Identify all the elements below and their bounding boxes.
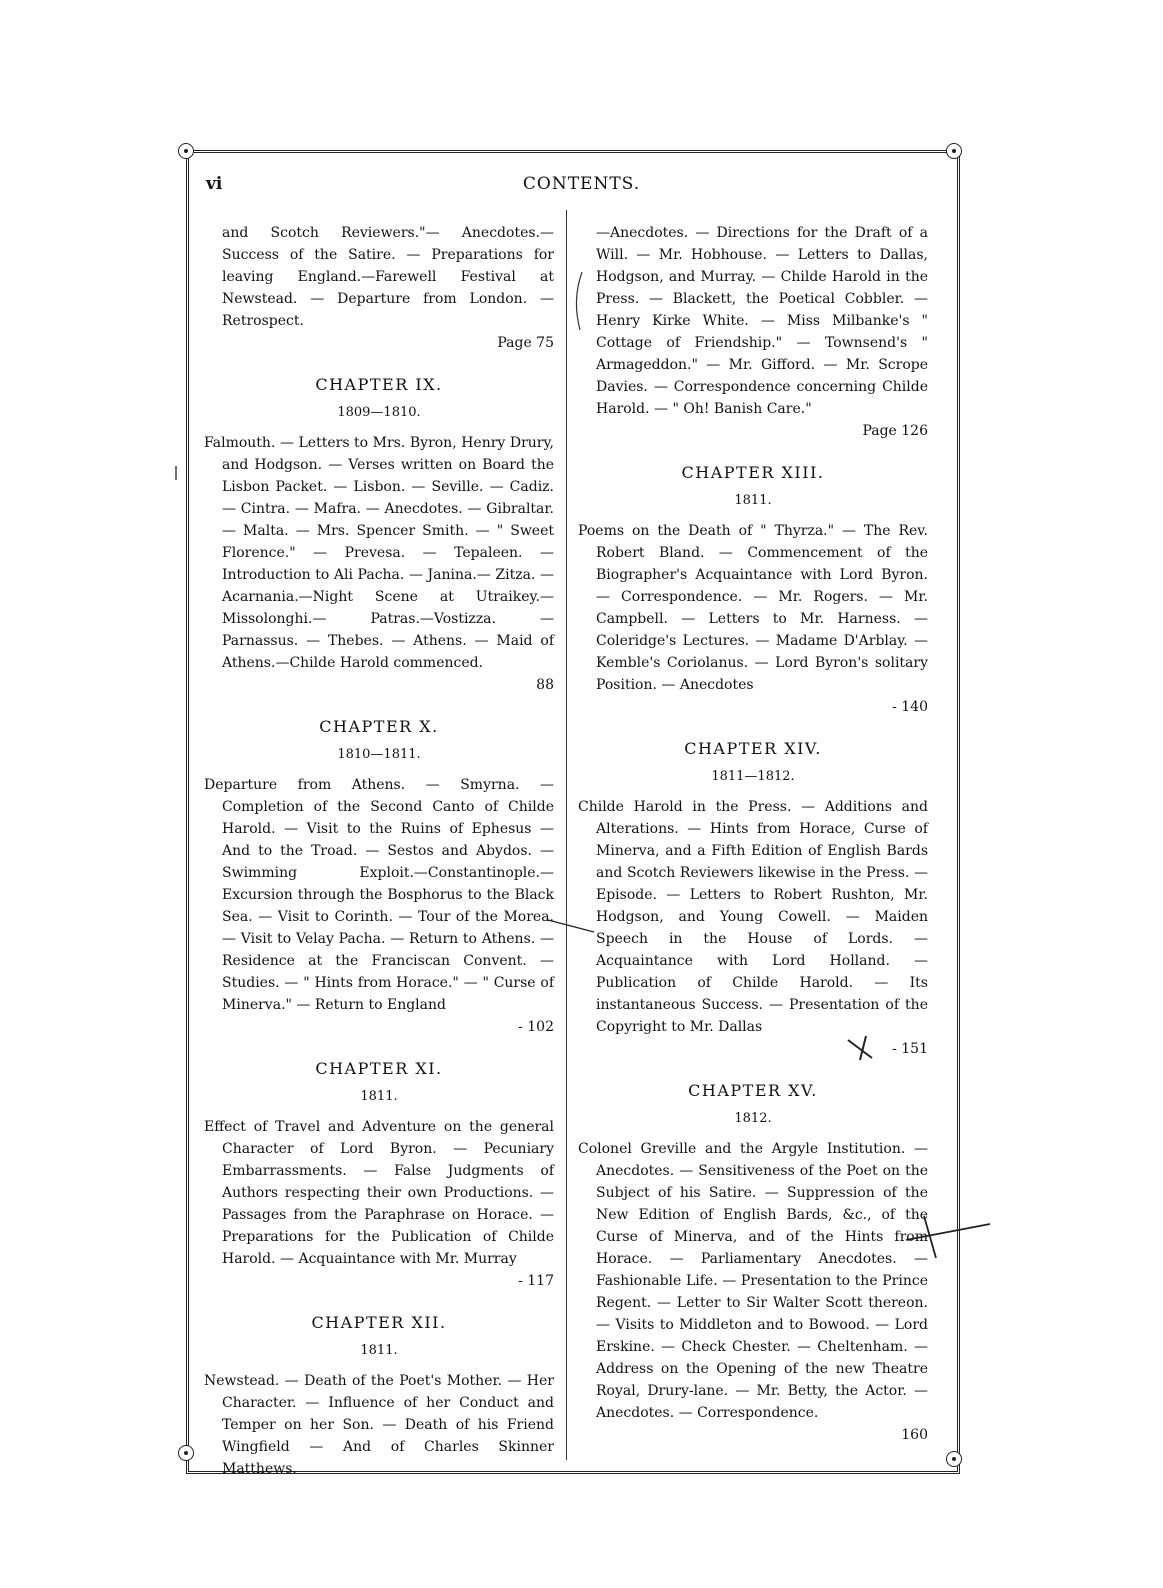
page-number: vi xyxy=(206,174,223,194)
entry-text: Departure from Athens. — Smyrna. — Completion of the Second Canto of Childe Harold. — Visit to the Ruins of Ephesus — And to the Troad. — Sestos and Abydos. — Swimming Exploit.—Constantinople.— Excursion through the Bosphorus to the Black Sea. — Visit to Corinth. — Tour of the Morea. — Visit to Velay Pacha. — Return to Athens. — Residence at the Franciscan Convent. — Studies. — " Hints from Horace." — " Curse of Minerva." — Return to England xyxy=(204,777,554,1013)
entry-page: Page 126 xyxy=(862,423,928,439)
entry-page: - 151 xyxy=(892,1041,928,1057)
chapter-heading-xv: CHAPTER XV. xyxy=(688,1081,818,1100)
cross-mark-icon xyxy=(906,1216,990,1258)
check-mark-icon xyxy=(848,1036,872,1060)
chapter-heading-xii: CHAPTER XII. xyxy=(311,1313,447,1332)
entry-text: and Scotch Reviewers."— Anecdotes.— Success of the Satire. — Preparations for leaving England.—Farewell Festival at Newstead. — Departure from London. — Retrospect. xyxy=(222,225,554,329)
chapter-years-ix: 1809—1810. xyxy=(337,405,421,420)
chapter-heading-xi: CHAPTER XI. xyxy=(315,1059,443,1078)
entry-page: 88 xyxy=(536,677,554,693)
entry-text: Childe Harold in the Press. — Additions and Alterations. — Hints from Horace, Curse of Minerva, and a Fifth Edition of English Bards and Scotch Reviewers likewise in the Press. — Episode. — Letters to Robert Rushton, Mr. Hodgson, and Young Cowell. — Maiden Speech in the House of Lords. — Acquaintance with Lord Holland. — Publication of Childe Harold. — Its instantaneous Success. — Presentation of the Copyright to Mr. Dallas xyxy=(578,799,928,1035)
pointer-line-icon xyxy=(548,920,594,932)
chapter-heading-ix: CHAPTER IX. xyxy=(315,375,443,394)
bracket-mark-icon xyxy=(576,272,582,330)
chapter-years-xiii: 1811. xyxy=(734,493,772,508)
entry-page: 160 xyxy=(901,1427,928,1443)
entry-text: Poems on the Death of " Thyrza." — The Rev. Robert Bland. — Commencement of the Biographer's Acquaintance with Lord Byron. — Correspondence. — Mr. Rogers. — Mr. Campbell. — Letters to Mr. Harness. — Coleridge's Lectures. — Madame D'Arblay. — Kemble's Coriolanus. — Lord Byron's solitary Position. — Anecdotes xyxy=(578,523,928,693)
chapter-years-xii: 1811. xyxy=(360,1343,398,1358)
page-title: CONTENTS. xyxy=(522,174,641,194)
entry-page: - 140 xyxy=(892,699,928,715)
chapter-heading-xiii: CHAPTER XIII. xyxy=(681,463,825,482)
entry-page: - 117 xyxy=(518,1273,554,1289)
chapter-years-x: 1810—1811. xyxy=(337,747,421,762)
chapter-heading-x: CHAPTER X. xyxy=(319,717,439,736)
entry-page: - 102 xyxy=(518,1019,554,1035)
entry-text: Newstead. — Death of the Poet's Mother. — Her Character. — Influence of her Conduct and Temper on her Son. — Death of his Friend Wingfield — And of Charles Skinner Matthews. xyxy=(204,1373,554,1477)
entry-text: Colonel Greville and the Argyle Institution. — Anecdotes. — Sensitiveness of the Poet on the Subject of his Satire. — Suppression of the New Edition of English Bards, &c., of the Curse of Minerva, and of the Hints from Horace. — Parliamentary Anecdotes. — Fashionable Life. — Presentation to the Prince Regent. — Letter to Sir Walter Scott thereon. — Visits to Middleton and to Bowood. — Lord Erskine. — Check Chester. — Cheltenham. — Address on the Opening of the new Theatre Royal, Drury-lane. — Mr. Betty, the Actor. — Anecdotes. — Correspondence. xyxy=(578,1141,928,1421)
chapter-heading-xiv: CHAPTER XIV. xyxy=(684,739,822,758)
entry-text: —Anecdotes. — Directions for the Draft of a Will. — Mr. Hobhouse. — Letters to Dallas, Hodgson, and Murray. — Childe Harold in the Press. — Blackett, the Poetical Cobbler. — Henry Kirke White. — Miss Milbanke's " Cottage of Friendship." — Townsend's " Armageddon." — Mr. Gifford. — Mr. Scrope Davies. — Correspondence concerning Childe Harold. — " Oh! Banish Care." xyxy=(596,225,928,417)
entry-page: Page 75 xyxy=(497,335,554,351)
chapter-years-xv: 1812. xyxy=(734,1111,772,1126)
entry-text: Effect of Travel and Adventure on the general Character of Lord Byron. — Pecuniary Embarrassments. — False Judgments of Authors respecting their own Productions. — Passages from the Paraphrase on Horace. — Preparations for the Publication of Childe Harold. — Acquaintance with Mr. Murray xyxy=(204,1119,554,1267)
entry-text: Falmouth. — Letters to Mrs. Byron, Henry Drury, and Hodgson. — Verses written on Board the Lisbon Packet. — Lisbon. — Seville. — Cadiz. — Cintra. — Mafra. — Anecdotes. — Gibraltar. — Malta. — Mrs. Spencer Smith. — " Sweet Florence." — Prevesa. — Tepaleen. — Introduction to Ali Pacha. — Janina.— Zitza. — Acarnania.—Night Scene at Utraikey.— Missolonghi.— Patras.—Vostizza. — Parnassus. — Thebes. — Athens. — Maid of Athens.—Childe Harold commenced. xyxy=(204,435,554,671)
chapter-years-xi: 1811. xyxy=(360,1089,398,1104)
chapter-years-xiv: 1811—1812. xyxy=(711,769,795,784)
